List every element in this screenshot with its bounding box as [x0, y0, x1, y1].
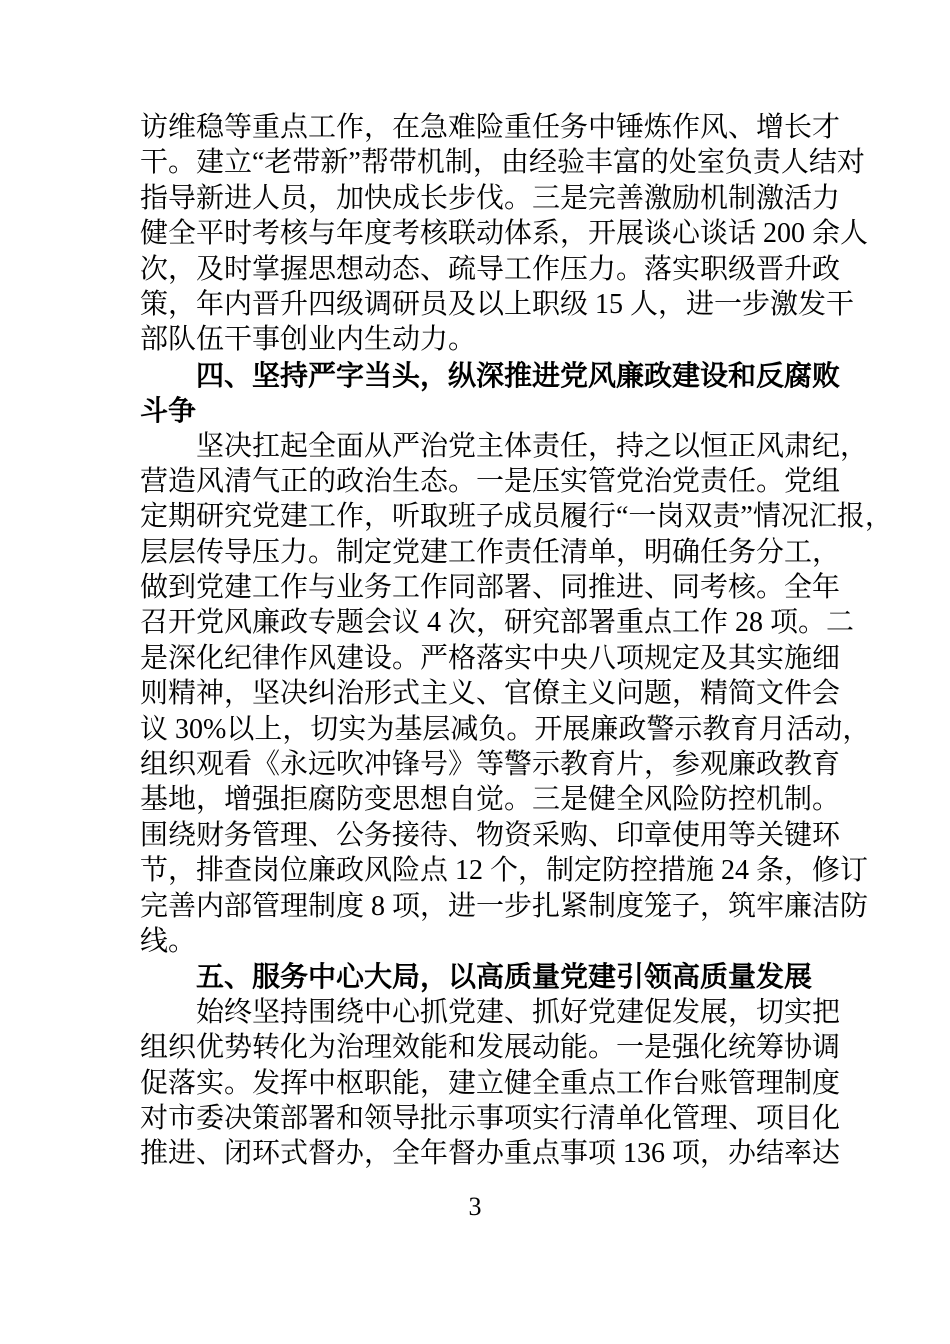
- paragraph: [140, 110, 869, 358]
- text-line: 促落实。发挥中枢职能，建立健全重点工作台账管理制度: [140, 1067, 841, 1099]
- text-line: 策，年内晋升四级调研员及以上职级 15 人，进一步激发干: [140, 288, 855, 320]
- text-line: 节，排查岗位廉政风险点 12 个，制定防控措施 24 条，修订: [140, 855, 869, 887]
- text-line: 议 30%以上，切实为基层减负。开展廉政警示教育月活动，: [140, 713, 871, 745]
- text-line: 围绕财务管理、公务接待、物资采购、印章使用等关键环: [140, 819, 841, 851]
- text-line: 基地，增强拒腐防变思想自觉。三是健全风险防控机制。: [140, 784, 841, 816]
- document-body: [140, 110, 893, 1172]
- text-line: 线。: [140, 925, 197, 957]
- section-heading: [140, 358, 846, 429]
- text-line: 则精神，坚决纠治形式主义、官僚主义问题，精简文件会: [140, 678, 841, 710]
- text-line: 定期研究党建工作，听取班子成员履行“一岗双责”情况汇报，: [140, 501, 893, 533]
- text-line: 对市委决策部署和领导批示事项实行清单化管理、项目化: [140, 1102, 841, 1134]
- text-line: 是深化纪律作风建设。严格落实中央八项规定及其实施细: [140, 642, 841, 674]
- text-line: 健全平时考核与年度考核联动体系，开展谈心谈话 200 余人: [140, 218, 869, 250]
- text-line: 层层传导压力。制定党建工作责任清单，明确任务分工，: [140, 536, 841, 568]
- text-line: 斗争: [140, 395, 197, 427]
- text-line: 做到党建工作与业务工作同部署、同推进、同考核。全年: [140, 572, 841, 604]
- text-line: 五、服务中心大局，以高质量党建引领高质量发展: [196, 961, 813, 993]
- text-line: 坚决扛起全面从严治党主体责任，持之以恒正风肃纪，: [196, 430, 869, 462]
- text-line: 四、坚持严字当头，纵深推进党风廉政建设和反腐败: [196, 359, 841, 391]
- text-line: 营造风清气正的政治生态。一是压实管党治党责任。党组: [140, 465, 841, 497]
- text-line: 组织观看《永远吹冲锋号》等警示教育片，参观廉政教育: [140, 749, 841, 781]
- text-line: 访维稳等重点工作，在急难险重任务中锤炼作风、增长才: [140, 112, 841, 143]
- paragraph: [140, 995, 846, 1172]
- text-line: 完善内部管理制度 8 项，进一步扎紧制度笼子，筑牢廉洁防: [140, 890, 869, 922]
- section-heading: [140, 959, 846, 994]
- text-line: 推进、闭环式督办，全年督办重点事项 136 项，办结率达: [140, 1138, 841, 1170]
- text-line: 指导新进人员，加快成长步伐。三是完善激励机制激活力: [140, 182, 841, 214]
- text-line: 始终坚持围绕中心抓党建、抓好党建促发展，切实把: [196, 996, 841, 1028]
- page-number: 3: [468, 1192, 482, 1221]
- text-line: 召开党风廉政专题会议 4 次，研究部署重点工作 28 项。二: [140, 607, 855, 639]
- text-line: 组织优势转化为治理效能和发展动能。一是强化统筹协调: [140, 1032, 841, 1064]
- paragraph: [140, 429, 893, 960]
- text-line: 次，及时掌握思想动态、疏导工作压力。落实职级晋升政: [140, 253, 841, 285]
- text-line: 部队伍干事创业内生动力。: [140, 324, 477, 356]
- text-line: 干。建立“老带新”帮带机制，由经验丰富的处室负责人结对: [140, 147, 865, 179]
